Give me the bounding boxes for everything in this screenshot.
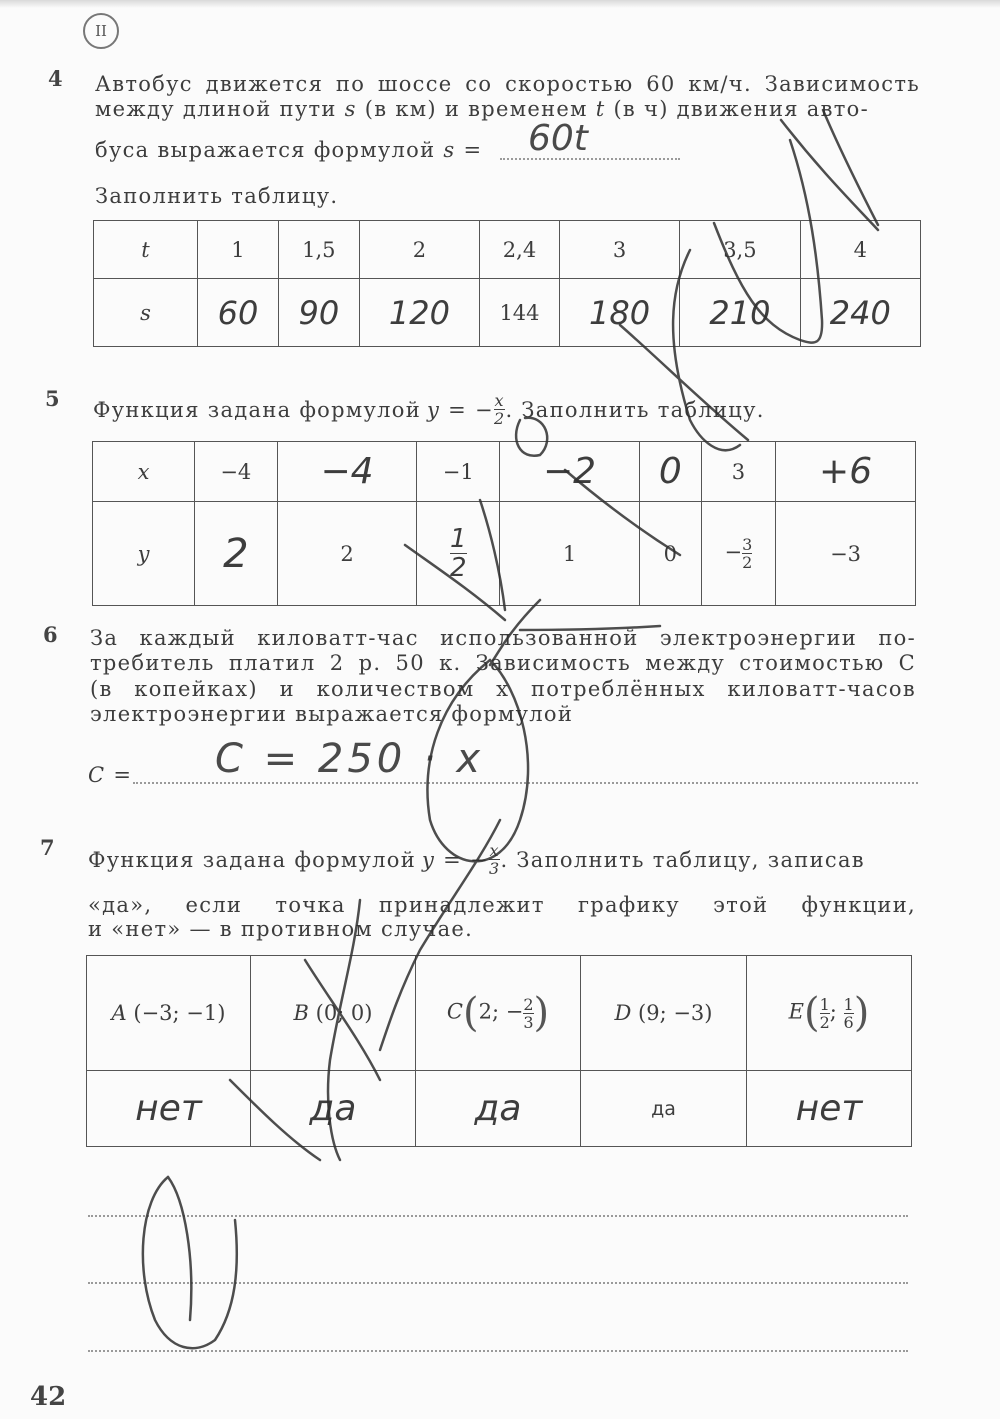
point-name: D [614, 1001, 632, 1025]
x-cell-handwritten[interactable]: −2 [500, 442, 640, 502]
answer-line-3[interactable] [88, 1350, 908, 1352]
denominator: 6 [843, 1012, 854, 1032]
y-fraction [523, 996, 533, 1031]
x-cell: −4 [195, 442, 278, 502]
denominator: 3 [523, 1012, 534, 1032]
denominator: 3 [488, 859, 501, 878]
y-cell: −3 [776, 502, 916, 606]
point-name: A [111, 1001, 127, 1025]
t-cell: 2,4 [480, 221, 560, 279]
task-5-number: 5 [45, 386, 60, 411]
task-7-number: 7 [40, 835, 55, 860]
t-cell: 1,5 [278, 221, 359, 279]
scribble-stroke [823, 110, 878, 225]
answer-label-c: C = [88, 763, 133, 787]
text: . Заполнить таблицу, записав [500, 847, 865, 872]
point-name: C [446, 999, 463, 1024]
cost-formula-handwritten[interactable]: C = 250 · x [215, 736, 485, 782]
point-coords: (−3; −1) [133, 1001, 226, 1025]
scribble-stroke [168, 1177, 191, 1320]
row-header-t: t [94, 221, 198, 279]
s-cell: 144 [480, 279, 560, 347]
task-7-table [86, 955, 912, 1147]
denominator: 2 [450, 553, 467, 583]
y-cell: 1 [500, 502, 640, 606]
s-cell-handwritten[interactable]: 180 [559, 279, 679, 347]
y-cell: 0 [639, 502, 701, 606]
x-fraction [820, 996, 830, 1031]
task-4-line-1: Автобус движется по шоссе со скоростью 60 км/ч. Зависимость [95, 72, 920, 96]
answer-e-handwritten[interactable]: нет [747, 1071, 912, 1147]
answer-c-handwritten[interactable]: да [416, 1071, 581, 1147]
answer-line-1[interactable] [88, 1215, 908, 1217]
table-row-s [94, 279, 921, 347]
point-name: E [788, 999, 804, 1024]
formula-answer-line [500, 158, 680, 160]
formula-answer-handwritten[interactable]: 60t [528, 118, 588, 159]
s-cell-handwritten[interactable]: 60 [198, 279, 279, 347]
row-header-y: y [93, 502, 195, 606]
fraction [742, 536, 752, 571]
denominator: 2 [742, 553, 753, 572]
x-cell-handwritten[interactable]: −4 [277, 442, 417, 502]
left-paren: ( [803, 990, 820, 1036]
point-coords: (9; −3) [638, 1001, 713, 1025]
s-cell-handwritten[interactable]: 240 [800, 279, 920, 347]
numerator: 1 [819, 994, 830, 1014]
y-cell-handwritten-fraction[interactable] [417, 502, 500, 606]
answer-line-2[interactable] [88, 1282, 908, 1284]
formula-lhs: y = − [427, 397, 494, 422]
table-row-t [94, 221, 921, 279]
text: Функция задана формулой [93, 397, 422, 422]
x-coord: 2 [478, 999, 492, 1024]
task-4-table [93, 220, 921, 347]
var-s-equals: s = [443, 138, 483, 162]
row-header-x: x [93, 442, 195, 502]
right-paren: ) [853, 990, 870, 1036]
point-b [251, 956, 416, 1071]
point-e: E( $\frac{1}{2}$ ; $\frac{1}{6}$ ) [747, 956, 912, 1071]
numerator: 1 [843, 994, 854, 1014]
answer-a-handwritten[interactable]: нет [87, 1071, 251, 1147]
s-cell-handwritten[interactable]: 210 [680, 279, 800, 347]
task-4-instruction: Заполнить таблицу. [95, 184, 339, 208]
text: между длиной пути [95, 97, 345, 121]
denominator: 2 [819, 1012, 830, 1032]
y-cell-fraction [701, 502, 775, 606]
denominator: 2 [493, 409, 506, 428]
x-cell-handwritten[interactable]: 0 [639, 442, 701, 502]
fraction [450, 525, 467, 582]
numerator: 3 [742, 535, 753, 554]
x-cell-handwritten[interactable]: +6 [776, 442, 916, 502]
t-cell: 3 [559, 221, 679, 279]
text: Функция задана формулой [88, 847, 417, 872]
point-name: B [293, 1001, 309, 1025]
text: (в ч) движения авто- [605, 97, 869, 121]
var-t: t [595, 97, 606, 121]
t-cell: 1 [198, 221, 279, 279]
point-c: C(2; − $\frac{2}{3}$ ) [416, 956, 581, 1071]
text: буса выражается формулой [95, 138, 444, 162]
left-paren: ( [462, 990, 479, 1036]
task-5-table [92, 441, 916, 606]
scan-edge [0, 0, 1000, 8]
s-cell-handwritten[interactable]: 120 [359, 279, 479, 347]
task-4-number: 4 [48, 66, 63, 91]
text: (в км) и временем [356, 97, 596, 121]
point-a [87, 956, 251, 1071]
task-6-line-1: За каждый киловатт-час использованной электроэнергии по- [90, 626, 916, 650]
answer-line [133, 782, 918, 784]
y-cell: 2 [277, 502, 417, 606]
task-7-statement [88, 842, 916, 877]
task-6-line-3: (в копейках) и количеством x потреблённых киловатт-часов [90, 677, 916, 701]
task-6-line-4: электроэнергии выражается формулой [90, 702, 574, 726]
task-7-line-3: и «нет» — в противном случае. [88, 917, 474, 941]
page-number: 42 [30, 1382, 67, 1412]
y-fraction [844, 996, 854, 1031]
point-d [581, 956, 747, 1071]
row-header-s: s [94, 279, 198, 347]
table-row-answers [87, 1071, 912, 1147]
scribble-stroke [781, 120, 878, 230]
point-coords: (0; 0) [315, 1001, 373, 1025]
task-6-number: 6 [43, 622, 58, 647]
x-cell: 3 [701, 442, 775, 502]
table-row-points [87, 956, 912, 1071]
y-cell-handwritten[interactable]: 2 [195, 502, 278, 606]
text: . Заполнить таблицу. [505, 397, 765, 422]
x-cell: −1 [417, 442, 500, 502]
answer-d: да [581, 1071, 747, 1147]
var-s: s [344, 97, 357, 121]
task-5-statement [93, 392, 765, 427]
t-cell: 3,5 [680, 221, 800, 279]
task-6-line-2: требитель платил 2 р. 50 к. Зависимость между стоимостью C [90, 651, 916, 675]
table-row-y [93, 502, 916, 606]
numerator: x [489, 841, 500, 860]
table-row-x [93, 442, 916, 502]
formula-lhs: y = − [422, 847, 489, 872]
scribble-stroke [143, 1177, 237, 1348]
right-paren: ) [533, 990, 550, 1036]
formula-fraction [494, 392, 505, 427]
answer-b-handwritten[interactable]: да [251, 1071, 416, 1147]
numerator: x [494, 391, 505, 410]
task-7-line-2: «да», если точка принадлежит графику этой функции, [88, 893, 916, 917]
numerator: 1 [450, 524, 467, 554]
section-badge: II [83, 13, 119, 49]
task-4-line-3 [95, 138, 482, 162]
numerator: 2 [523, 994, 534, 1014]
minus-sign: − [724, 540, 743, 564]
formula-fraction [489, 842, 500, 877]
task-4-line-2 [95, 97, 920, 121]
t-cell: 2 [359, 221, 479, 279]
s-cell-handwritten[interactable]: 90 [278, 279, 359, 347]
t-cell: 4 [800, 221, 920, 279]
